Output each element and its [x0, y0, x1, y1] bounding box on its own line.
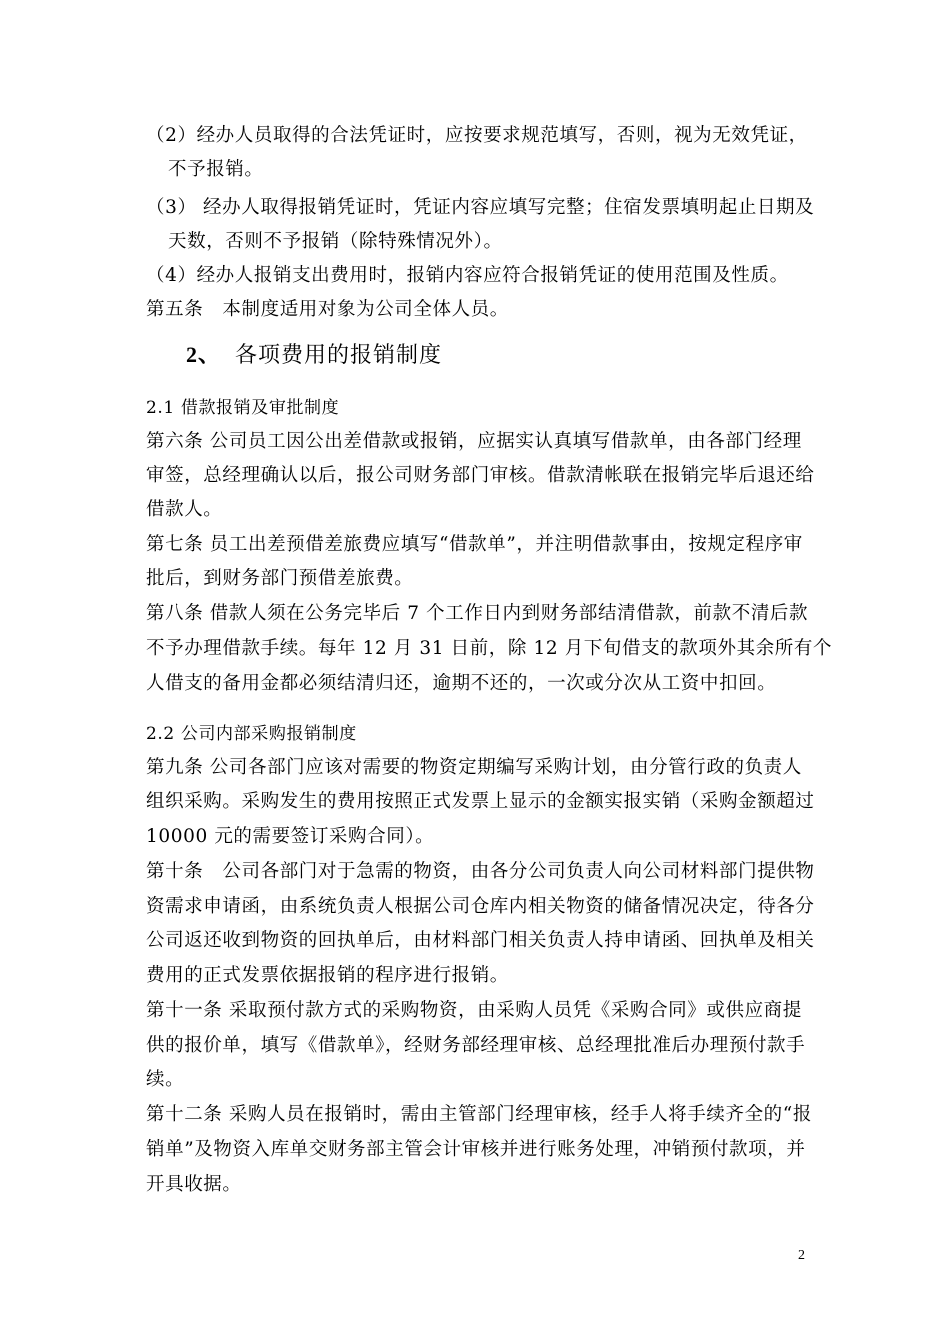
paragraph-line: （4）经办人报销支出费用时，报销内容应符合报销凭证的使用范围及性质。 [146, 265, 789, 286]
paragraph-line: 不予办理借款手续。每年 12 月 31 日前，除 12 月下旬借支的款项外其余所有个 [146, 638, 833, 659]
paragraph-line: 资需求申请函，由系统负责人根据公司仓库内相关物资的储备情况决定，待各分 [146, 896, 815, 917]
paragraph-line: 销单”及物资入库单交财务部主管会计审核并进行账务处理，冲销预付款项，并 [146, 1139, 806, 1160]
paragraph-line: 费用的正式发票依据报销的程序进行报销。 [146, 965, 509, 986]
paragraph-line: 公司返还收到物资的回执单后，由材料部门相关负责人持申请函、回执单及相关 [146, 930, 815, 951]
paragraph-line: 第十一条 采取预付款方式的采购物资，由采购人员凭《采购合同》或供应商提 [146, 1000, 802, 1021]
page-number: 2 [798, 1248, 805, 1263]
section-number: 2、 [186, 342, 222, 367]
paragraph-line: 第五条 本制度适用对象为公司全体人员。 [146, 299, 509, 320]
paragraph-line: 审签，总经理确认以后，报公司财务部门审核。借款清帐联在报销完毕后退还给 [146, 465, 815, 486]
paragraph-line: 第六条 公司员工因公出差借款或报销，应据实认真填写借款单，由各部门经理 [146, 431, 802, 452]
paragraph-line: 天数，否则不予报销（除特殊情况外）。 [168, 231, 503, 252]
subsection-title: 2.2 公司内部采购报销制度 [146, 724, 357, 744]
paragraph-line: 开具收据。 [146, 1174, 242, 1195]
paragraph-line: 第十条 公司各部门对于急需的物资，由各分公司负责人向公司材料部门提供物 [146, 861, 815, 882]
section-title: 各项费用的报销制度 [235, 343, 443, 368]
paragraph-line: 第七条 员工出差预借差旅费应填写“借款单”，并注明借款事由，按规定程序审 [146, 534, 803, 555]
subsection-title: 2.1 借款报销及审批制度 [146, 398, 340, 418]
paragraph-line: 续。 [146, 1069, 185, 1090]
paragraph-line: 10000 元的需要签订采购合同）。 [146, 826, 435, 847]
paragraph-line: 组织采购。采购发生的费用按照正式发票上显示的金额实报实销（采购金额超过 [146, 791, 815, 812]
paragraph-line: 借款人。 [146, 499, 223, 520]
paragraph-line: 人借支的备用金都必须结清归还，逾期不还的，一次或分次从工资中扣回。 [146, 673, 777, 694]
paragraph-line: 第八条 借款人须在公务完毕后 7 个工作日内到财务部结清借款，前款不清后款 [146, 603, 809, 624]
paragraph-line: 第十二条 采购人员在报销时，需由主管部门经理审核，经手人将手续齐全的“报 [146, 1104, 812, 1125]
paragraph-line: 批后，到财务部门预借差旅费。 [146, 568, 414, 589]
paragraph-line: （3） 经办人取得报销凭证时，凭证内容应填写完整；住宿发票填明起止日期及 [146, 197, 815, 218]
paragraph-line: 第九条 公司各部门应该对需要的物资定期编写采购计划，由分管行政的负责人 [146, 757, 802, 778]
paragraph-line: 不予报销。 [168, 159, 264, 180]
section-heading [186, 340, 442, 371]
paragraph-line: 供的报价单，填写《借款单》，经财务部经理审核、总经理批准后办理预付款手 [146, 1035, 806, 1056]
paragraph-line: （2）经办人员取得的合法凭证时，应按要求规范填写，否则，视为无效凭证， [146, 125, 808, 146]
